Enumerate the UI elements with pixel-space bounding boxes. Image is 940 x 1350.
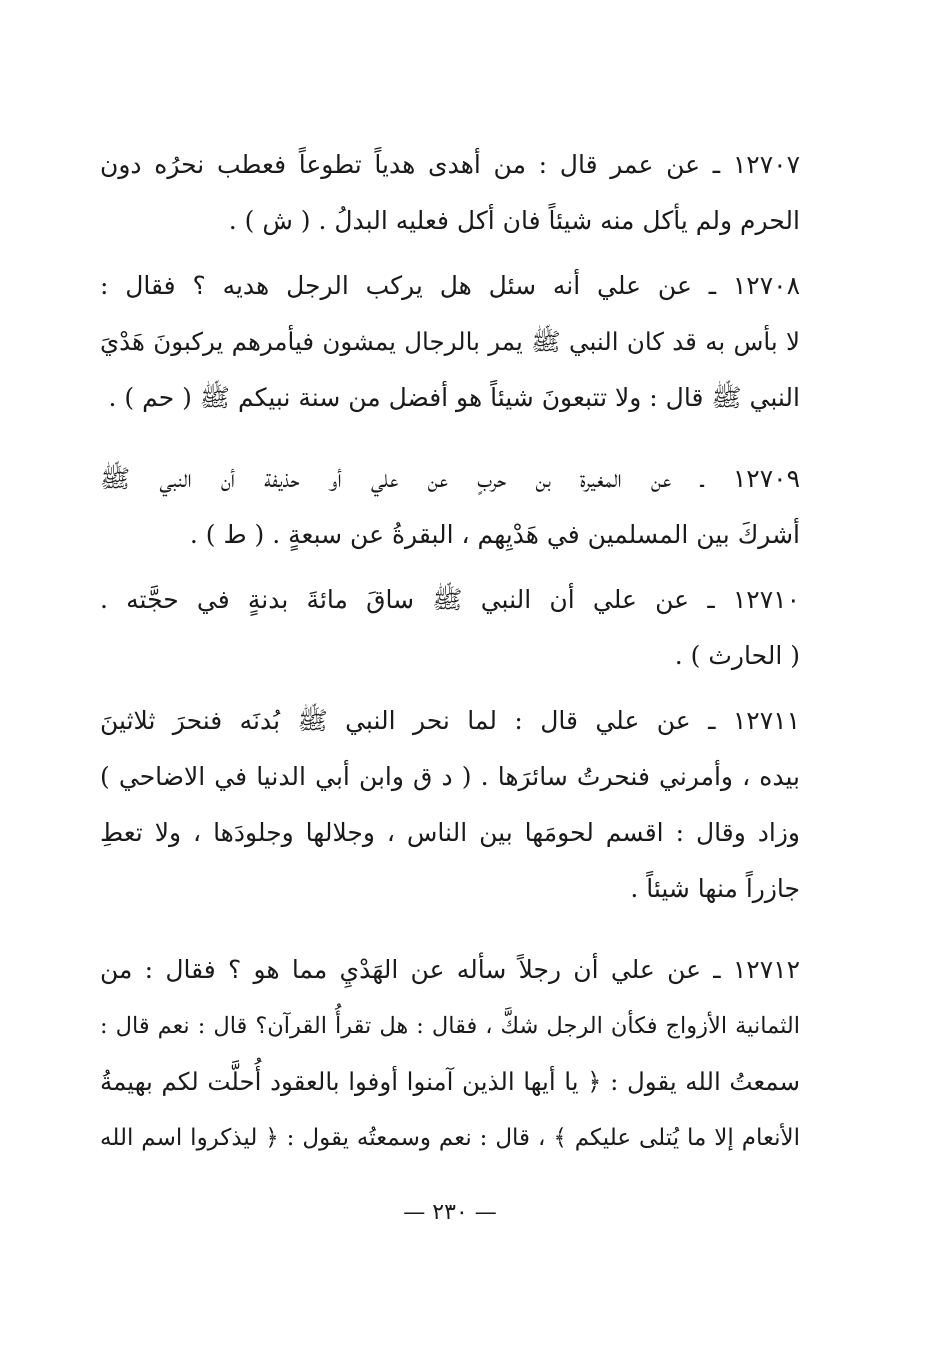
text-line: ١٢٧١٢ ـ عن علي أن رجلاً سأله عن الهَدْيِ مما هو ؟ فقال : من [100, 955, 800, 984]
document-page [100, 0, 800, 1350]
hadith-entry [100, 693, 800, 917]
text-line: ١٢٧١١ ـ عن علي قال : لما نحر النبي ﷺ بُدنَه فنحرَ ثلاثينَ [100, 706, 800, 735]
text-line: لا بأس به قد كان النبي ﷺ يمر بالرجال يمشون فيأمرهم يركبونَ هَدْيَ [100, 327, 800, 356]
text-line: سمعتُ الله يقول : ﴿ يا أيها الذين آمنوا أوفوا بالعقود أُحلَّت لكم بهيمةُ [100, 1067, 800, 1096]
text-line: ١٢٧٠٩ ـ عن المغيرة بن حربٍ عن علي أو حذيفة أن النبي ﷺ [100, 464, 800, 493]
text-line: وزاد وقال : اقسم لحومَها بين الناس ، وجلالها وجلودَها ، ولا تعطِ [100, 818, 800, 847]
text-line: جازراً منها شيئاً . [630, 874, 800, 903]
hadith-entry [100, 137, 800, 249]
text-line: بيده ، وأمرني فنحرتُ سائرَها . ( د ق وابن أبي الدنيا في الاضاحي ) [100, 762, 800, 791]
text-line: ١٢٧٠٨ ـ عن علي أنه سئل هل يركب الرجل هديه ؟ فقال : [100, 271, 800, 300]
hadith-entry [100, 942, 800, 1166]
text-line: النبي ﷺ قال : ولا تتبعونَ شيئاً هو أفضل من سنة نبيكم ﷺ ( حم ) . [108, 383, 800, 412]
page-number: — ٢٣٠ — [403, 1200, 497, 1225]
hadith-entry [100, 451, 800, 563]
text-line: الأنعام إلا ما يُتلى عليكم ﴾ ، قال : نعم وسمعتُه يقول : ﴿ ليذكروا اسم الله [100, 1125, 800, 1151]
text-line: ( الحارث ) . [674, 641, 800, 670]
hadith-entry [100, 258, 800, 426]
text-line: أشركَ بين المسلمين في هَدْيِهم ، البقرةُ عن سبعةٍ . ( ط ) . [189, 520, 800, 549]
text-line: ١٢٧٠٧ ـ عن عمر قال : من أهدى هدياً تطوعاً فعطب نحرُه دون [100, 150, 800, 179]
text-line: الثمانية الأزواج فكأن الرجل شكَّ ، فقال : هل تقرأُ القرآن؟ قال : نعم قال : [100, 1013, 800, 1039]
text-line: ١٢٧١٠ ـ عن علي أن النبي ﷺ ساقَ مائةَ بدنةٍ في حجَّته . [100, 585, 800, 614]
hadith-entry [100, 572, 800, 684]
text-line: الحرم ولم يأكل منه شيئاً فان أكل فعليه البدلُ . ( ش ) . [228, 206, 800, 235]
